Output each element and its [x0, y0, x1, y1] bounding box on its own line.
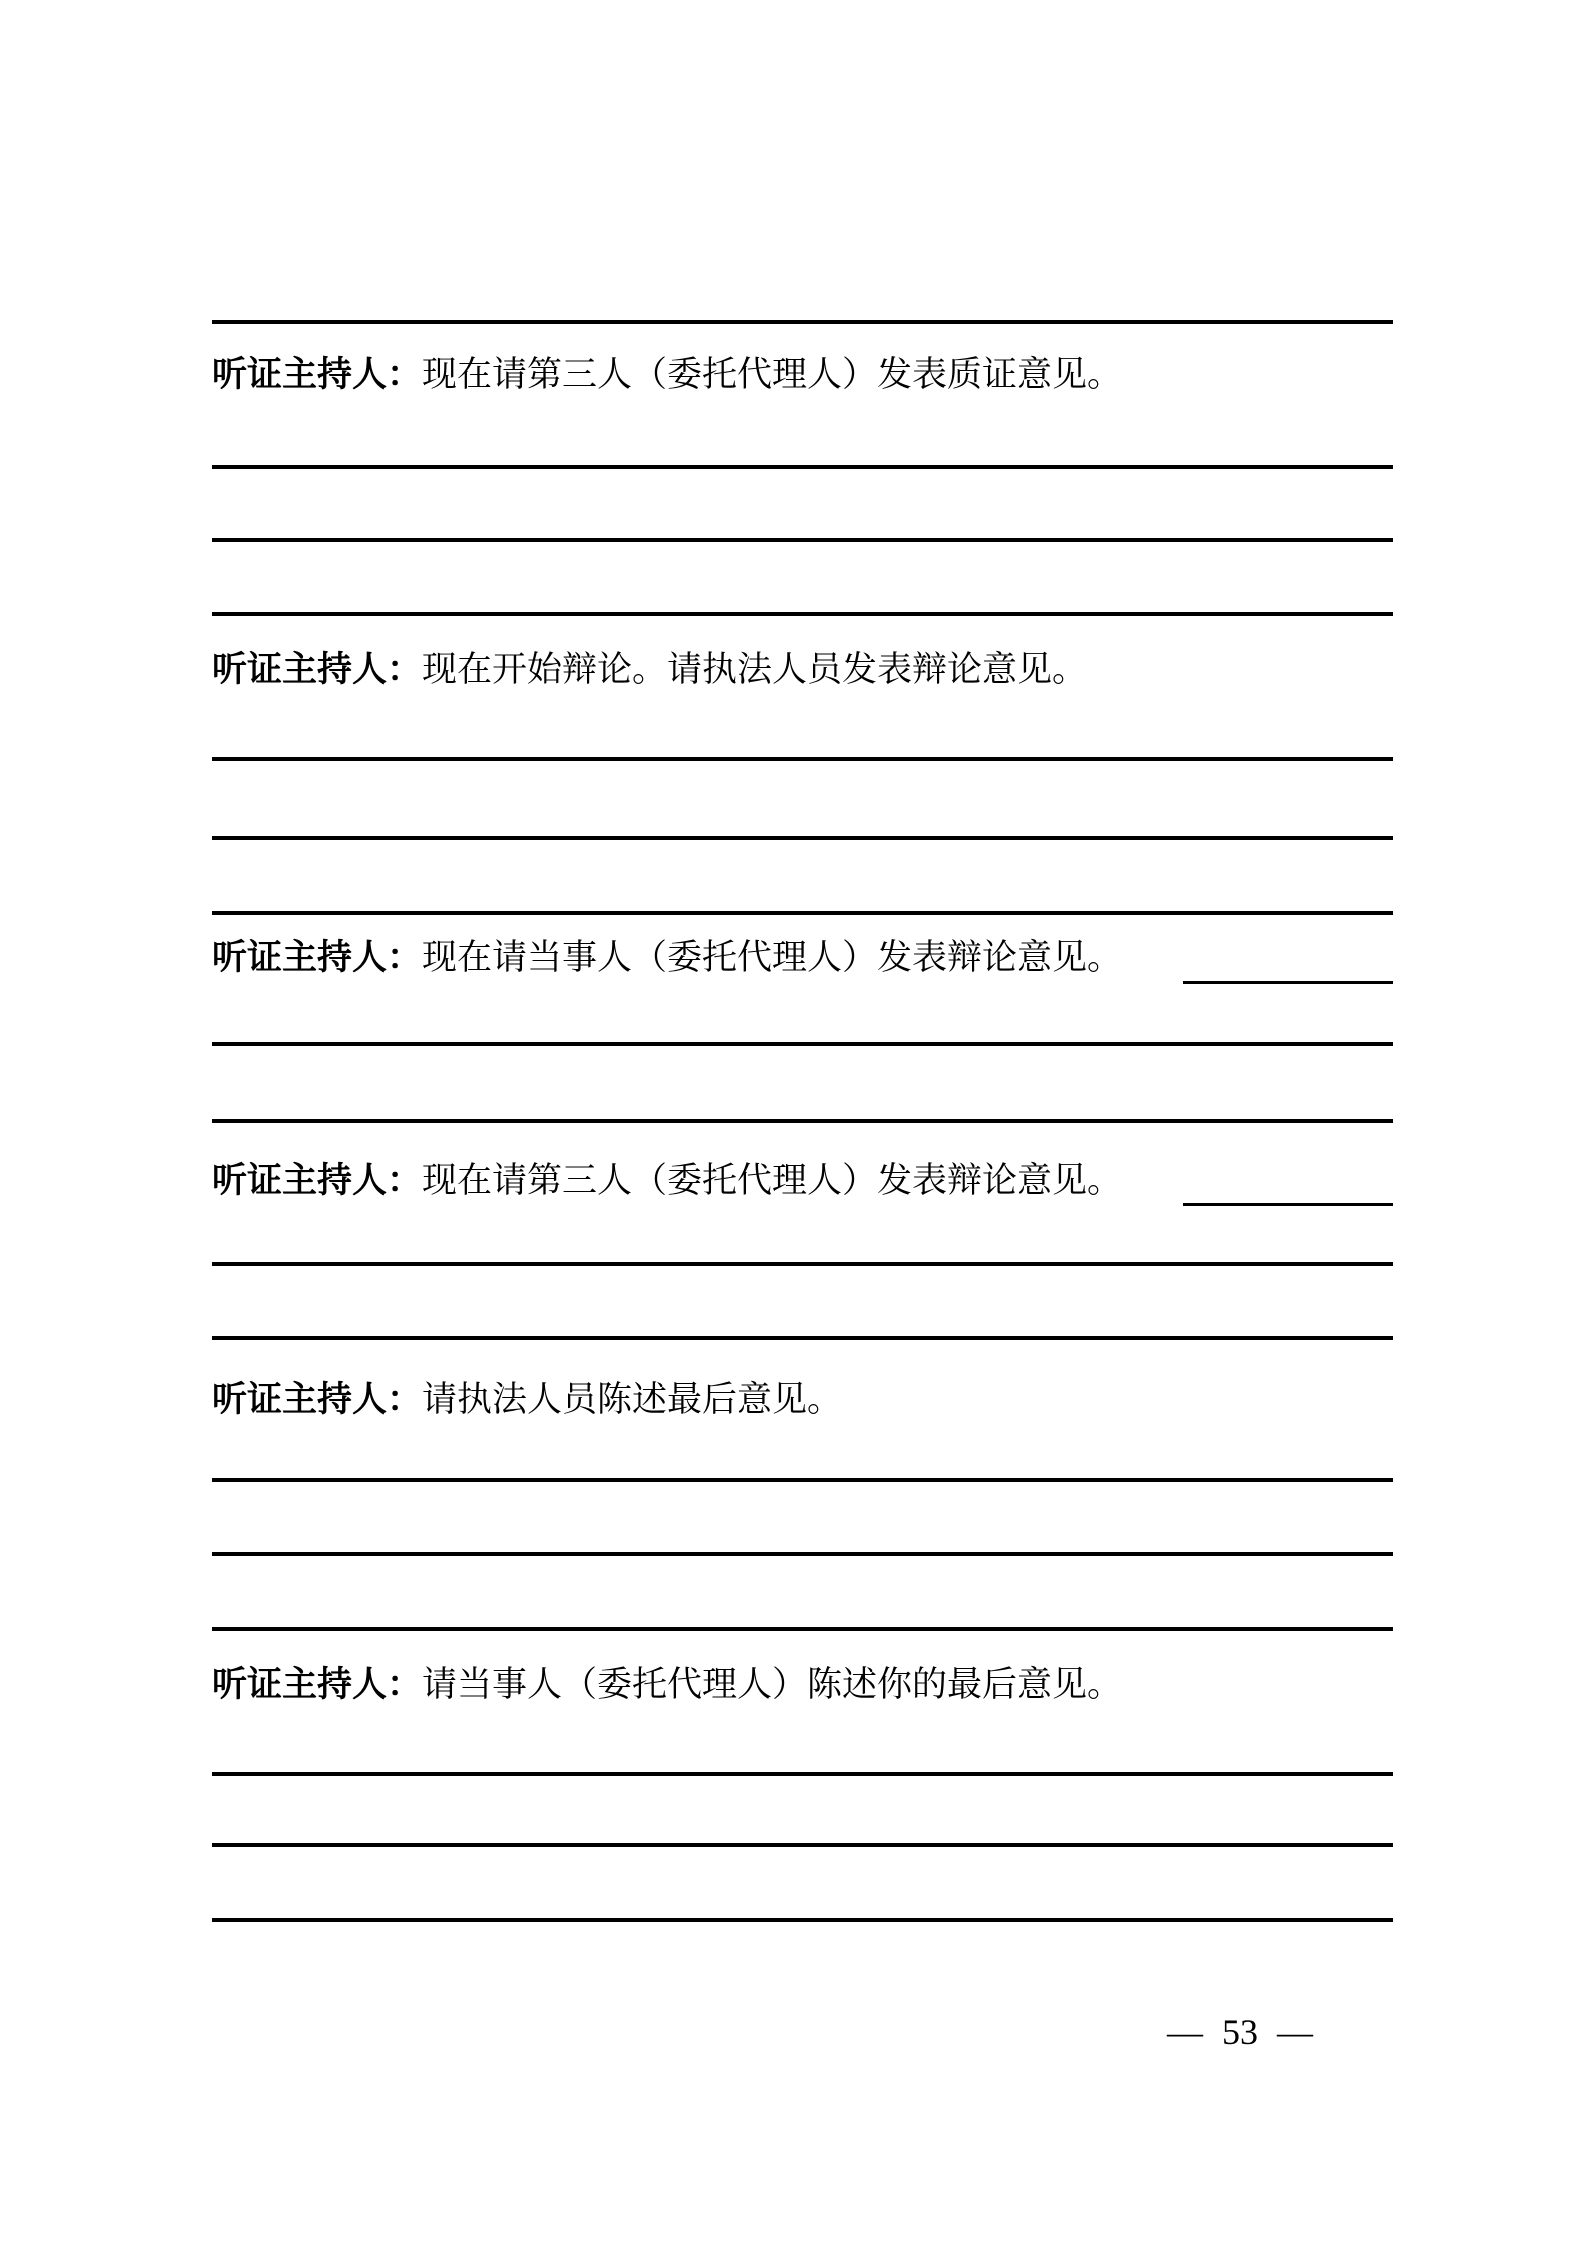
ruled-line — [212, 1772, 1393, 1776]
ruled-line — [212, 1552, 1393, 1556]
moderator-statement-5 — [212, 1375, 1452, 1425]
speaker-label: 听证主持人： — [212, 650, 423, 689]
ruled-line — [212, 1262, 1393, 1266]
statement-text: 现在请当事人（委托代理人）发表辩论意见。 — [422, 938, 1123, 977]
statement-text: 请执法人员陈述最后意见。 — [422, 1380, 843, 1419]
statement-text: 请当事人（委托代理人）陈述你的最后意见。 — [422, 1665, 1123, 1704]
statement-text: 现在请第三人（委托代理人）发表辩论意见。 — [422, 1161, 1123, 1200]
ruled-line — [212, 1042, 1393, 1046]
ruled-line — [212, 1627, 1393, 1631]
ruled-line — [212, 836, 1393, 840]
statement-text: 现在请第三人（委托代理人）发表质证意见。 — [422, 355, 1123, 394]
ruled-line — [212, 465, 1393, 469]
speaker-label: 听证主持人： — [212, 1665, 423, 1704]
moderator-statement-3 — [212, 933, 1452, 983]
speaker-label: 听证主持人： — [212, 1161, 423, 1200]
ruled-line — [212, 538, 1393, 542]
statement-text: 现在开始辩论。请执法人员发表辩论意见。 — [422, 650, 1088, 689]
page-number: — 53 — — [1167, 2012, 1313, 2052]
moderator-statement-4 — [212, 1156, 1452, 1206]
ruled-line — [212, 1843, 1393, 1847]
blank-underline — [1183, 1203, 1393, 1206]
moderator-statement-1 — [212, 350, 1452, 400]
ruled-line — [212, 320, 1393, 324]
ruled-line — [212, 612, 1393, 616]
moderator-statement-6 — [212, 1660, 1452, 1710]
ruled-line — [212, 1918, 1393, 1922]
ruled-line — [212, 1336, 1393, 1340]
ruled-line — [212, 911, 1393, 915]
blank-underline — [1183, 981, 1393, 984]
ruled-line — [212, 1119, 1393, 1123]
moderator-statement-2 — [212, 645, 1452, 695]
ruled-line — [212, 757, 1393, 761]
speaker-label: 听证主持人： — [212, 355, 423, 394]
speaker-label: 听证主持人： — [212, 938, 423, 977]
ruled-line — [212, 1478, 1393, 1482]
speaker-label: 听证主持人： — [212, 1380, 423, 1419]
